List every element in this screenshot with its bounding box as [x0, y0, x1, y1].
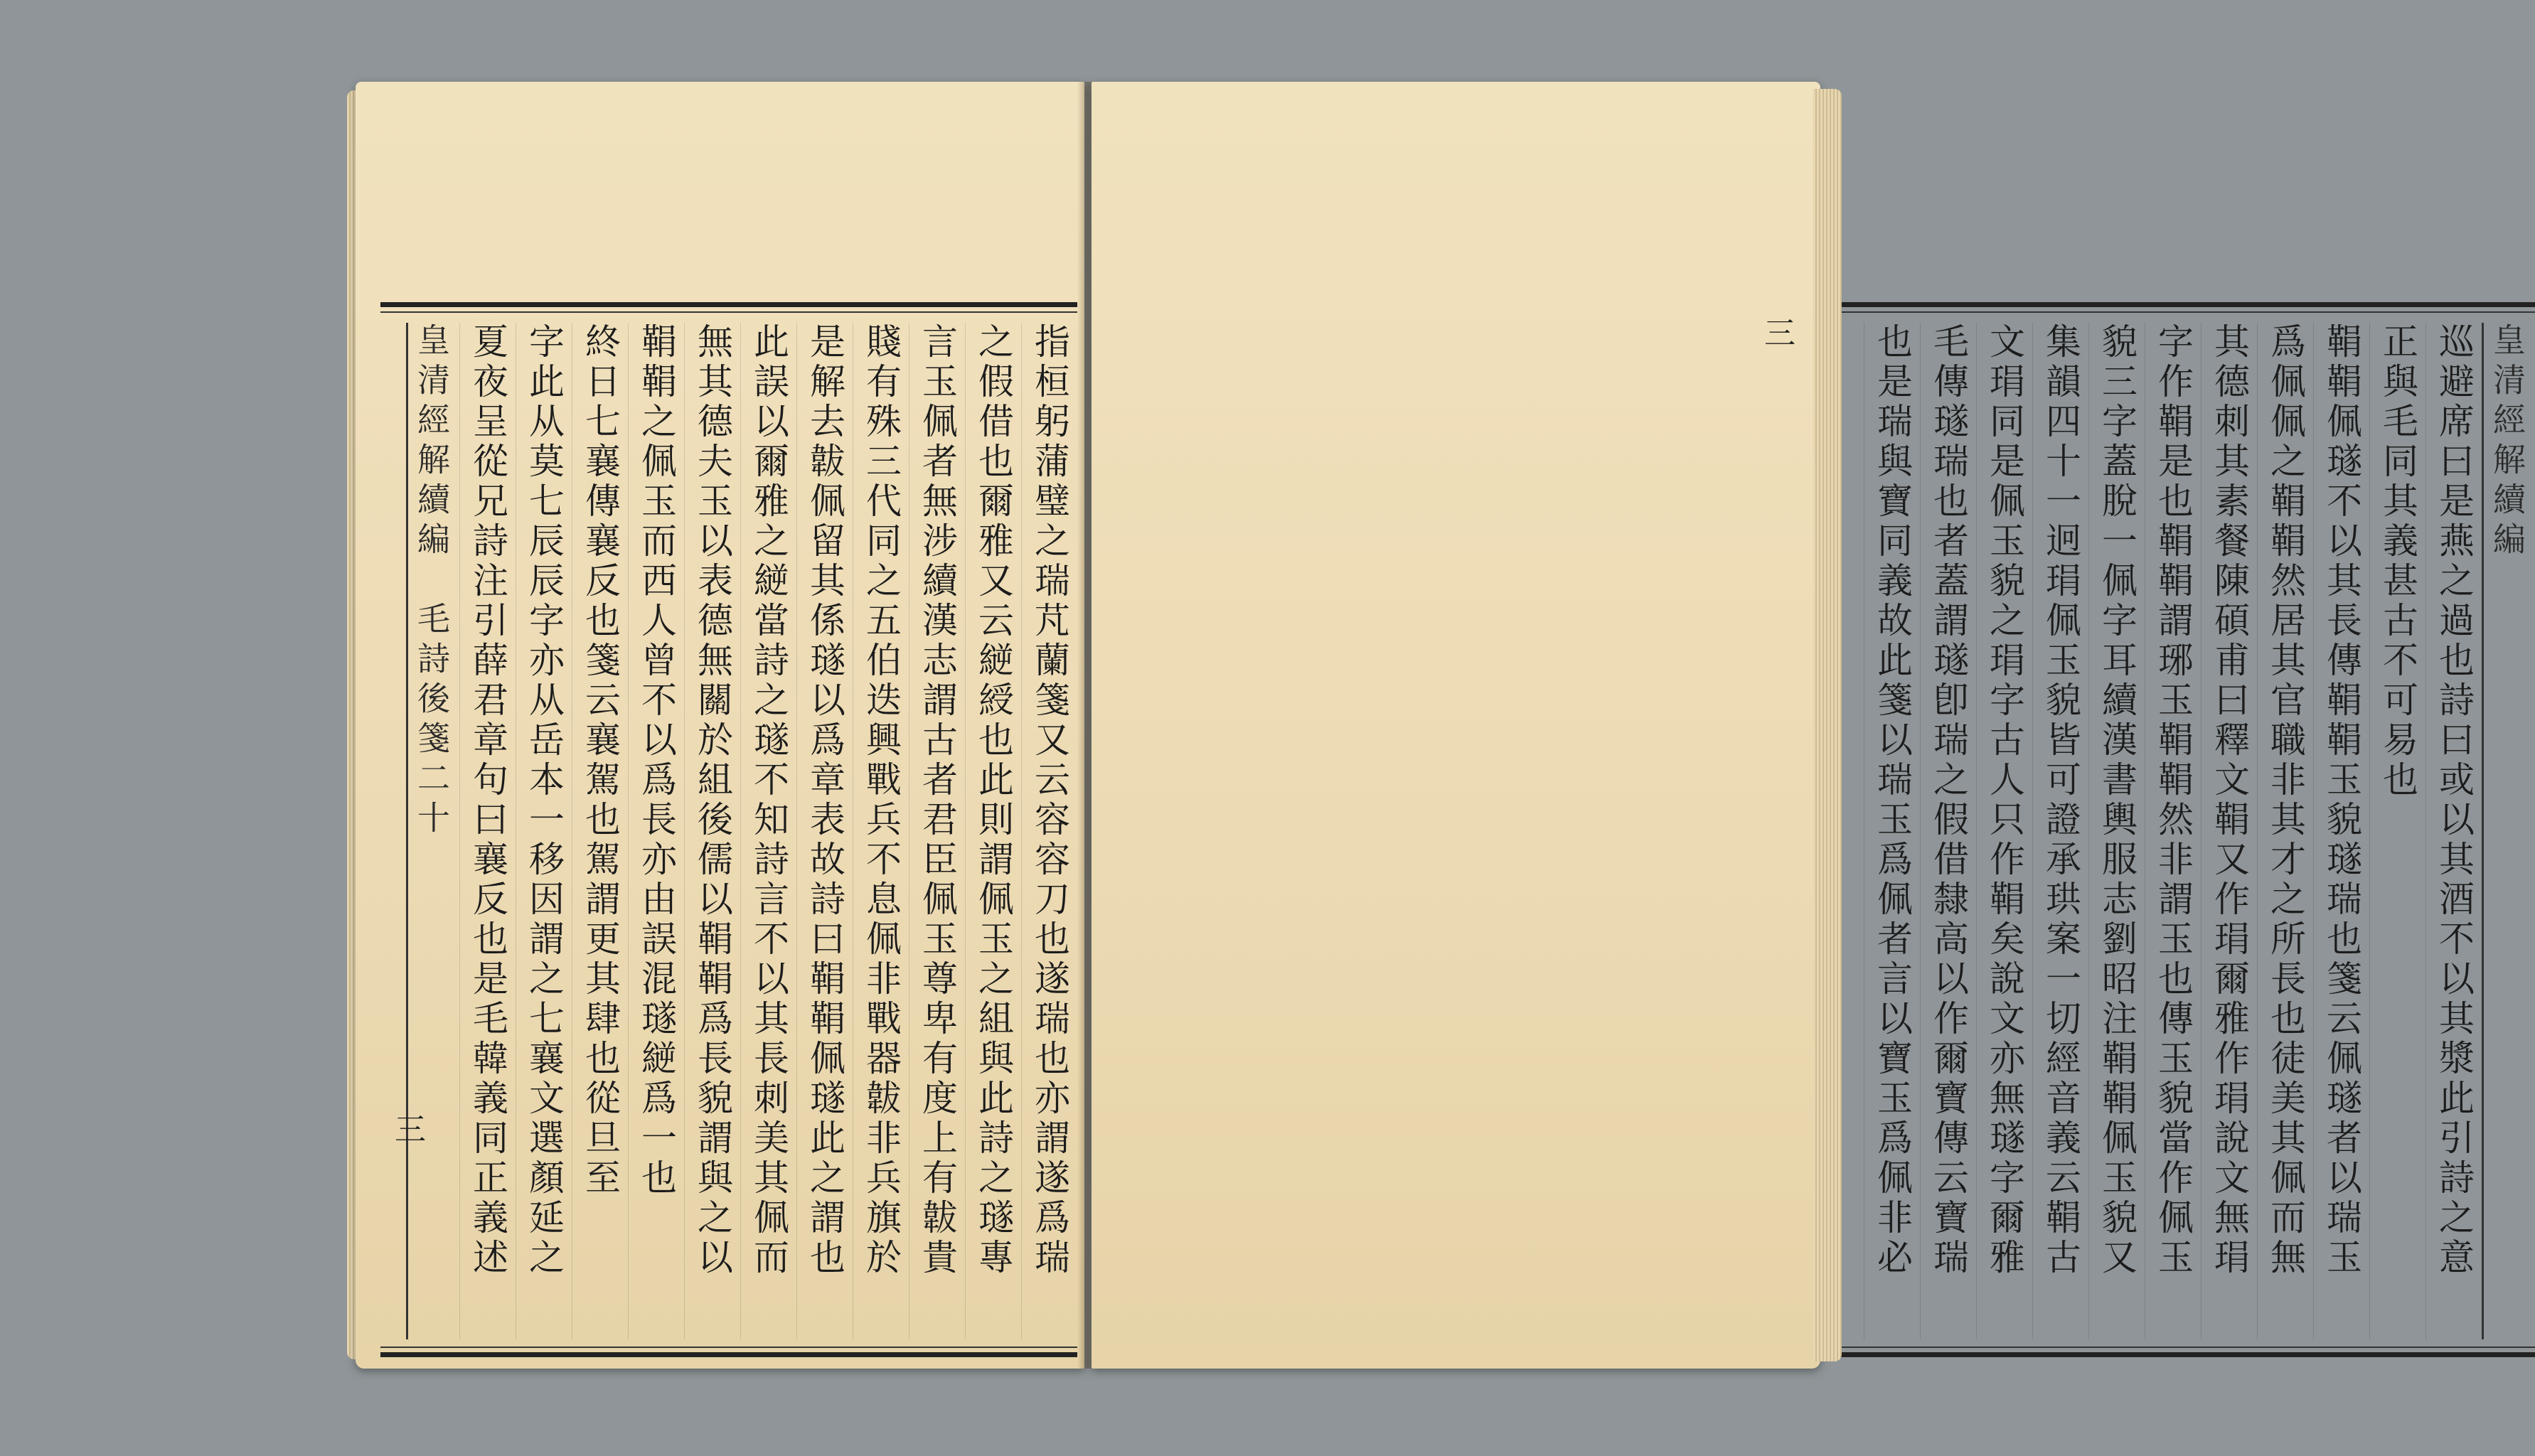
right-folio: 三 [1759, 316, 1795, 352]
right-page-edges [1813, 89, 1842, 1361]
open-book [356, 82, 2526, 1369]
right-text-frame [1831, 302, 2535, 1357]
text-column: 集韻四十一迥琄佩玉貌皆可證承珙案一切經音義云鞙古 [2032, 323, 2088, 1339]
text-column: 巡避席曰是燕之過也詩曰或以其酒不以其漿此引詩之意 [2425, 323, 2482, 1339]
text-column: 此誤以爾雅之縌當詩之璲不知詩言不以其長刺美其佩而 [740, 323, 796, 1339]
left-columns [380, 323, 1077, 1339]
text-column: 正與毛同其義甚古不可易也 [2369, 323, 2425, 1339]
right-margin-column: 皇清經解續編 [2482, 323, 2535, 1339]
text-column: 爲佩佩之鞙鞙然居其官職非其才之所長也徒美其佩而無 [2257, 323, 2313, 1339]
right-columns [1831, 323, 2535, 1339]
left-margin-column [406, 323, 459, 1339]
text-column: 是解去韍佩留其係璲以爲章表故詩曰鞙鞙佩璲此之謂也 [796, 323, 853, 1339]
text-column: 貌三字蓋脫一佩字耳續漢書輿服志劉昭注鞙鞙佩玉貌又 [2088, 323, 2145, 1339]
text-column: 鞙鞙之佩玉而西人曾不以爲長亦由誤混璲縌爲一也 [628, 323, 684, 1339]
text-column: 也是瑞與寶同義故此箋以瑞玉爲佩者言以寶玉爲佩非必 [1864, 323, 1920, 1339]
text-column: 文琄同是佩玉貌之琄字古人只作鞙矣說文亦無璲字爾雅 [1976, 323, 2032, 1339]
text-column: 毛傳璲瑞也者蓋謂璲卽瑞之假借隸高以作爾寶傳云寶瑞 [1920, 323, 1976, 1339]
text-column: 指桓躬蒲璧之瑞芃蘭箋又云容容刀也遂瑞也亦謂遂爲瑞 [1021, 323, 1077, 1339]
text-column: 字作鞙是也鞙鞙謂琊玉鞙鞙然非謂玉也傳玉貌當作佩玉 [2145, 323, 2201, 1339]
text-column: 鞙鞙佩璲不以其長傳鞙鞙玉貌璲瑞也箋云佩璲者以瑞玉 [2313, 323, 2369, 1339]
text-column: 賤有殊三代同之五伯迭興戰兵不息佩非戰器韍非兵旗於 [853, 323, 909, 1339]
text-column: 夏夜呈從兄詩注引薛君章句曰襄反也是毛韓義同正義述 [459, 323, 516, 1339]
text-column: 之假借也爾雅又云縌綬也此則謂佩玉之組與此詩之璲專 [965, 323, 1021, 1339]
left-page [356, 82, 1084, 1369]
text-column: 終日七襄傳襄反也箋云襄駕也駕謂更其肆也從旦至 [572, 323, 628, 1339]
left-margin-title: 毛詩後箋二十 [412, 601, 451, 840]
text-column: 字此从莫七辰辰字亦从岳本一移因謂之七襄文選顏延之 [516, 323, 572, 1339]
text-column: 無其德夫玉以表德無關於組後儒以鞙鞙爲長貌謂與之以 [684, 323, 740, 1339]
text-column: 言玉佩者無涉續漢志謂古者君臣佩玉尊卑有度上有韍貴 [909, 323, 965, 1339]
right-page [1092, 82, 2526, 1369]
left-margin-prefix: 皇清經解續編 [412, 323, 451, 562]
left-folio: 三 [389, 1113, 425, 1148]
left-text-frame [380, 302, 1077, 1357]
text-column: 其德刺其素餐陳碩甫曰釋文鞙又作琄爾雅作琄說文無琄 [2201, 323, 2257, 1339]
